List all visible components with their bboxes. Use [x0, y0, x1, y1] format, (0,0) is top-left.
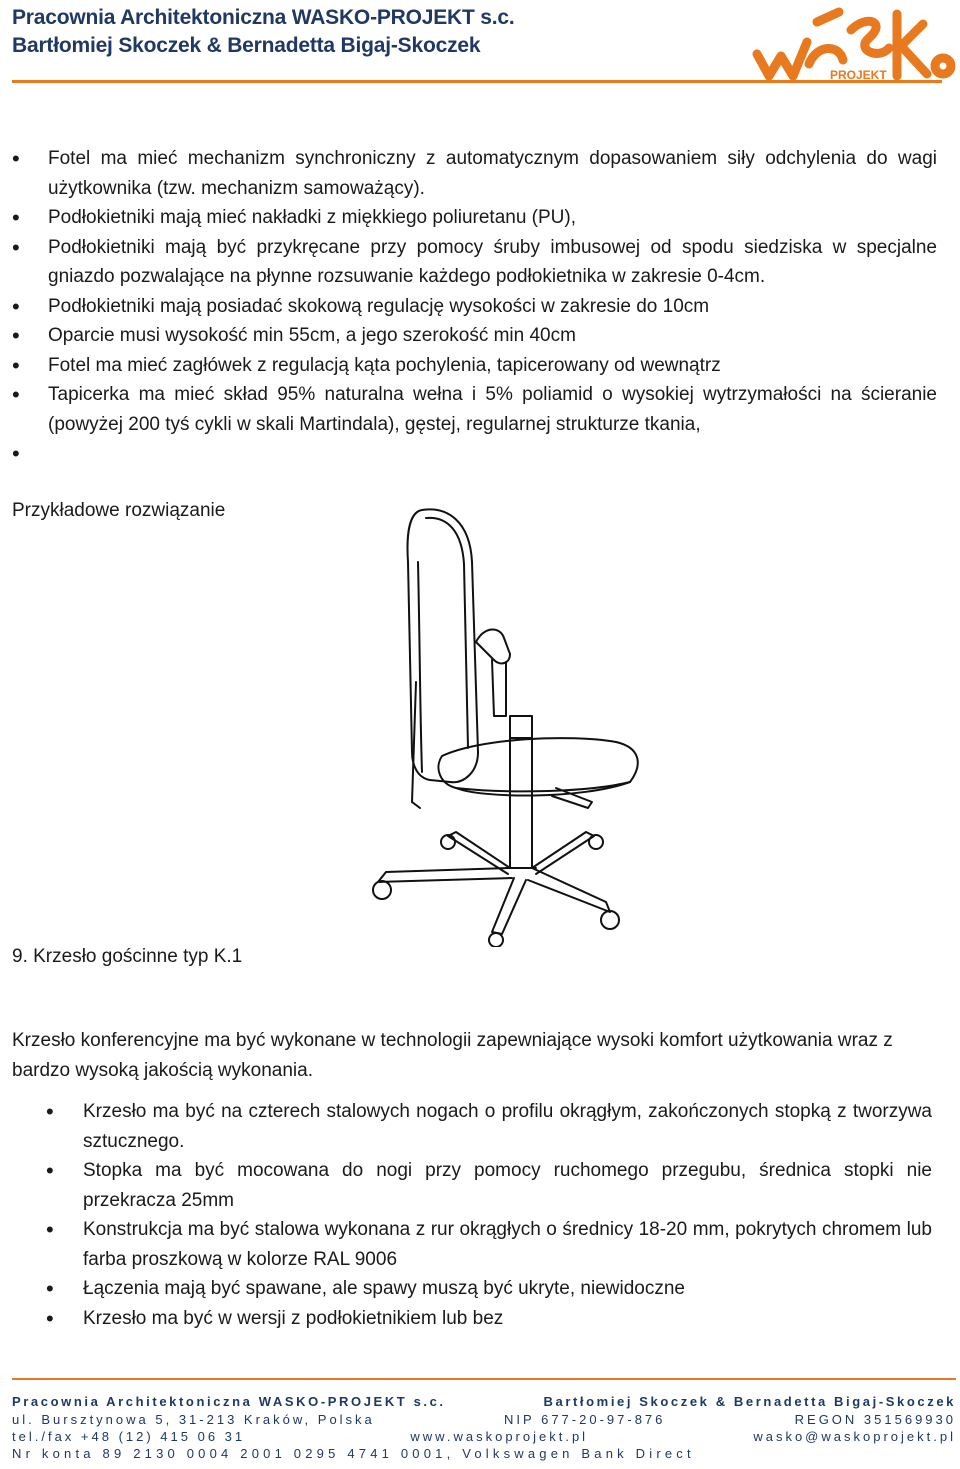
page-footer	[12, 1378, 956, 1466]
list-item: • Fotel ma mieć zagłówek z regulacją kąta pochylenia, tapicerowany od wewnątrz	[12, 351, 937, 381]
list-item: • Tapicerka ma mieć skład 95% naturalna wełna i 5% poliamid o wysokiej wytrzymałości na ścieranie (powyżej 200 tyś cykli w skali Martindala), gęstej, regularnej strukturze tkania,	[12, 380, 937, 439]
office-chair-illustration	[360, 502, 650, 947]
base-leg	[378, 868, 512, 882]
footer-line-1	[12, 1394, 956, 1409]
footer-line-4	[12, 1446, 956, 1461]
list-item: • Łączenia mają być spawane, ale spawy muszą być ukryte, niewidoczne	[46, 1274, 932, 1304]
spec-list	[12, 144, 937, 469]
list-item: • Oparcie musi wysokość min 55cm, a jego szerokość min 40cm	[12, 321, 937, 351]
seat-underside	[456, 782, 630, 796]
footer-names: Bartłomiej Skoczek & Bernadetta Bigaj-Skoczek	[543, 1394, 956, 1409]
section-title: 9. Krzesło gościnne typ K.1	[12, 946, 243, 967]
logo-subtitle: PROJEKT	[830, 68, 887, 82]
footer-bank-account: Nr konta 89 2130 0004 2001 0295 4741 0001, Volkswagen Bank Direct	[12, 1446, 695, 1461]
list-item: • Podłokietniki mają posiadać skokową regulację wysokości w zakresie do 10cm	[12, 292, 937, 322]
header-names: Bartłomiej Skoczek & Bernadetta Bigaj-Skoczek	[12, 34, 481, 57]
footer-line-2	[12, 1412, 956, 1427]
footer-website[interactable]: www.waskoprojekt.pl	[410, 1429, 589, 1444]
list-item: • Stopka ma być mocowana do nogi przy pomocy ruchomego przegubu, średnica stopki nie przekracza 25mm	[46, 1156, 932, 1215]
example-label: Przykładowe rozwiązanie	[12, 500, 226, 521]
section-intro: Krzesło konferencyjne ma być wykonane w technologii zapewniające wysoki komfort użytkowania wraz z bardzo wysoką jakością wykonania.	[12, 1030, 893, 1081]
footer-line-3	[12, 1429, 956, 1444]
mechanism	[510, 716, 532, 738]
back-post	[412, 682, 420, 808]
list-item: • Fotel ma mieć mechanizm synchroniczny z automatycznym dopasowaniem siły odchylenia do wagi użytkownika (tzw. mechanizm samoważący).	[12, 144, 937, 203]
list-item: • Krzesło ma być w wersji z podłokietnikiem lub bez	[46, 1304, 932, 1334]
caster	[373, 881, 391, 899]
caster	[601, 911, 619, 929]
list-item: • Krzesło ma być na czterech stalowych nogach o profilu okrągłym, zakończonych stopką z tworzywa sztucznego.	[46, 1097, 932, 1156]
caster	[489, 933, 503, 947]
list-item: • Podłokietniki mają być przykręcane przy pomocy śruby imbusowej od spodu siedziska w specjalne gniazdo pozwalające na płynne rozsuwanie każdego podłokietnika w zakresie 0-4cm.	[12, 233, 937, 292]
base-leg	[492, 878, 526, 934]
list-item-empty	[12, 439, 937, 469]
footer-phone: tel./fax +48 (12) 415 06 31	[12, 1429, 246, 1444]
backrest-inner	[426, 518, 468, 748]
armrest-post	[492, 660, 506, 716]
page-header	[12, 4, 952, 88]
list-item: • Konstrukcja ma być stalowa wykonana z rur okrągłych o średnicy 18-20 mm, pokrytych chromem lub farba proszkową w kolorze RAL 9006	[46, 1215, 932, 1274]
footer-divider	[12, 1378, 956, 1380]
section-spec-list	[46, 1097, 932, 1333]
footer-regon: REGON 351569930	[794, 1412, 956, 1427]
backrest-seam	[418, 562, 422, 772]
base-leg	[528, 868, 610, 912]
caster	[589, 835, 603, 849]
header-company: Pracownia Architektoniczna WASKO-PROJEKT s.c.	[12, 6, 515, 29]
footer-email[interactable]: wasko@waskoprojekt.pl	[753, 1429, 956, 1444]
footer-nip: NIP 677-20-97-876	[504, 1412, 666, 1427]
gas-lift	[510, 738, 532, 868]
footer-company: Pracownia Architektoniczna WASKO-PROJEKT s.c.	[12, 1394, 446, 1409]
list-item: • Podłokietniki mają mieć nakładki z miękkiego poliuretanu (PU),	[12, 203, 937, 233]
armrest-pad	[476, 629, 510, 663]
base-leg	[532, 832, 594, 874]
footer-address: ul. Bursztynowa 5, 31-213 Kraków, Polska	[12, 1412, 375, 1427]
